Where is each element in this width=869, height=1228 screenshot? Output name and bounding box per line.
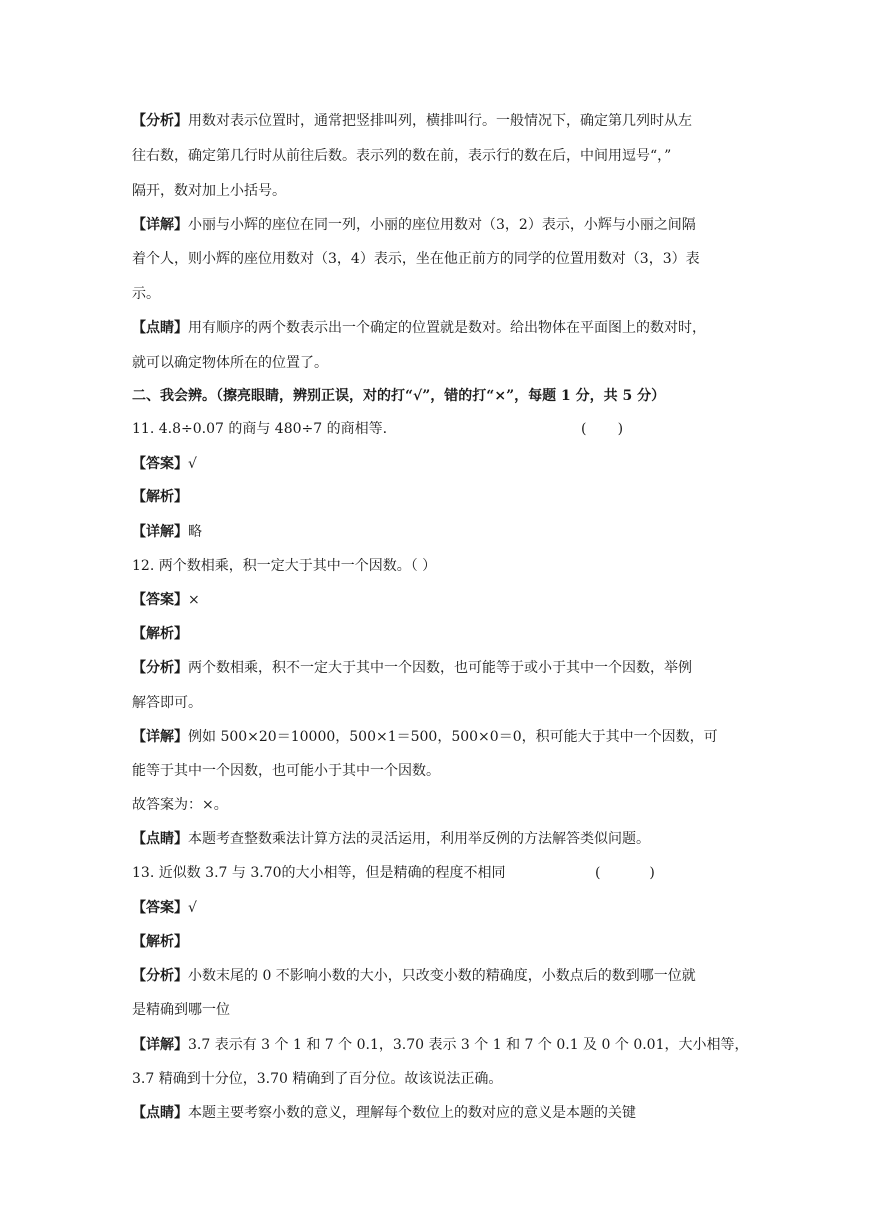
point-tag: 【点睛】 [132, 320, 188, 336]
answer-paren-11: ( ) [581, 421, 624, 437]
analysis-line-2: 往右数，确定第几行时从前往后数。表示列的数在前，表示行的数在后，中间用逗号“，” [132, 148, 672, 164]
analysis-line-1 [132, 111, 692, 131]
answer-line-11 [132, 454, 197, 474]
explanation-tag-11: 【解析】 [132, 489, 188, 505]
answer-tag: 【答案】 [132, 900, 188, 916]
analysis-tag: 【分析】 [132, 968, 188, 984]
detail-line-2: 着个人，则小辉的座位用数对（3，4）表示，坐在他正前方的同学的位置用数对（3，3）表 [132, 251, 700, 267]
detail-text: 略 [188, 524, 202, 540]
answer-value: √ [188, 456, 197, 472]
analysis-tag: 【分析】 [132, 113, 188, 129]
detail-line-12a [132, 727, 718, 747]
analysis-line-3: 隔开，数对加上小括号。 [132, 183, 286, 199]
detail-tag: 【详解】 [132, 1037, 188, 1053]
analysis-line-13b: 是精确到哪一位 [132, 1002, 230, 1018]
analysis-line-13a [132, 966, 696, 986]
explanation-tag-12: 【解析】 [132, 626, 188, 642]
point-tag: 【点睛】 [132, 1105, 188, 1121]
question-13: 13. 近似数 3.7 与 3.70的大小相等，但是精确的程度不相同 [132, 865, 506, 881]
point-tag: 【点睛】 [132, 831, 188, 847]
question-11: 11. 4.8÷0.07 的商与 480÷7 的商相等. [132, 421, 388, 437]
point-text: 本题主要考察小数的意义，理解每个数位上的数对应的意义是本题的关键 [188, 1105, 636, 1121]
detail-tag: 【详解】 [132, 524, 188, 540]
point-line-1 [132, 318, 706, 338]
answer-tag: 【答案】 [132, 456, 188, 472]
question-12: 12. 两个数相乘，积一定大于其中一个因数。（ ） [132, 558, 437, 574]
answer-value: × [188, 592, 200, 608]
answer-value: √ [188, 900, 197, 916]
detail-line-13a [132, 1035, 749, 1055]
point-line-12 [132, 829, 650, 849]
analysis-line-12b: 解答即可。 [132, 695, 202, 711]
detail-line-3: 示。 [132, 286, 160, 302]
analysis-line-12a [132, 658, 692, 678]
detail-tag: 【详解】 [132, 729, 188, 745]
analysis-text: 用数对表示位置时，通常把竖排叫列，横排叫行。一般情况下，确定第几列时从左 [188, 113, 692, 129]
section-heading: 二、我会辨。（擦亮眼睛，辨别正误，对的打“√”，错的打“×”，每题 1 分，共 5 分） [132, 388, 666, 404]
point-line-13 [132, 1103, 636, 1123]
analysis-text: 小数末尾的 0 不影响小数的大小，只改变小数的精确度，小数点后的数到哪一位就 [188, 968, 696, 984]
detail-tag: 【详解】 [132, 217, 188, 233]
explanation-tag-13: 【解析】 [132, 934, 188, 950]
detail-line-13b: 3.7 精确到十分位，3.70 精确到了百分位。故该说法正确。 [132, 1071, 503, 1087]
conclusion-line-12: 故答案为：×。 [132, 797, 228, 813]
detail-line-1 [132, 215, 696, 235]
detail-text: 例如 500×20＝10000，500×1＝500，500×0＝0，积可能大于其中一个因数，可 [188, 729, 718, 745]
analysis-text: 两个数相乘，积不一定大于其中一个因数，也可能等于或小于其中一个因数，举例 [188, 660, 692, 676]
answer-line-12 [132, 590, 200, 610]
detail-text: 3.7 表示有 3 个 1 和 7 个 0.1，3.70 表示 3 个 1 和 7 个 0.1 及 0 个 0.01，大小相等， [188, 1037, 749, 1053]
analysis-tag: 【分析】 [132, 660, 188, 676]
point-text: 用有顺序的两个数表示出一个确定的位置就是数对。给出物体在平面图上的数对时， [188, 320, 706, 336]
point-text: 本题考查整数乘法计算方法的灵活运用，利用举反例的方法解答类似问题。 [188, 831, 650, 847]
detail-line-11 [132, 522, 202, 542]
answer-tag: 【答案】 [132, 592, 188, 608]
point-line-2: 就可以确定物体所在的位置了。 [132, 355, 328, 371]
answer-paren-13: ( ) [595, 865, 655, 881]
answer-line-13 [132, 898, 197, 918]
detail-text: 小丽与小辉的座位在同一列，小丽的座位用数对（3，2）表示，小辉与小丽之间隔 [188, 217, 696, 233]
detail-line-12b: 能等于其中一个因数，也可能小于其中一个因数。 [132, 763, 440, 779]
